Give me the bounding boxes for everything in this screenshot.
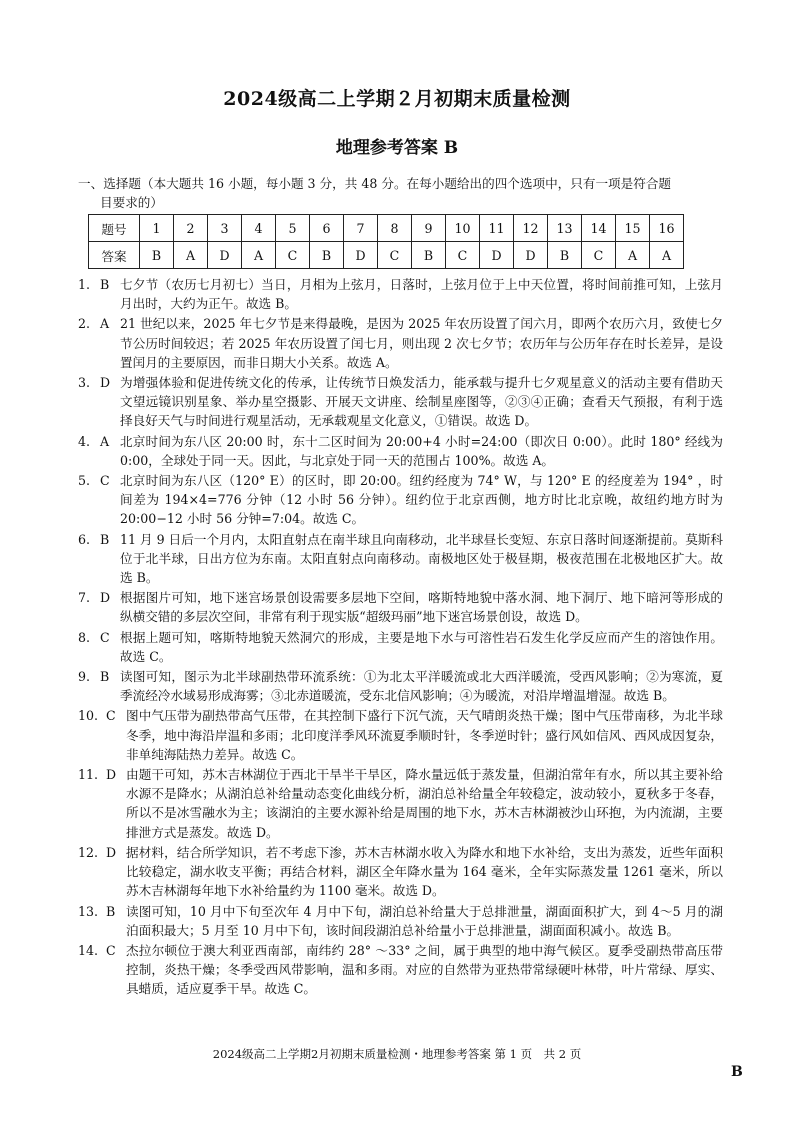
item-text: 11 月 9 日后一个月内，太阳直射点在南半球且向南移动，北半球昼长变短、东京日落时间逐渐提前。莫斯科位于北半球，日出方位为东南。太阳直射点向南移动。南极地区处于极昼期，极夜范围在北极地区扩大。故选 B。: [120, 531, 723, 586]
answer-cell: C: [582, 242, 616, 269]
answer-cell: A: [650, 242, 684, 269]
explanation-item: [78, 706, 723, 764]
answer-cell: B: [310, 242, 344, 269]
explanation-item: [78, 373, 723, 431]
version-mark: B: [731, 1064, 743, 1080]
answer-cell: D: [344, 242, 378, 269]
item-answer: B: [100, 531, 110, 547]
item-text: 据材料，结合所学知识，若不考虑下渗，苏木吉林湖水收入为降水和地下水补给，支出为蒸发，近些年面积比较稳定，湖水收支平衡；再结合材料，湖区全年降水量为 164 毫米，全年实际蒸发量 1261 毫米，所以苏木吉林湖每年地下水补给量约为 1100 毫米。故选 D。: [126, 844, 723, 899]
question-number: 6: [310, 215, 344, 242]
answer-cell: D: [514, 242, 548, 269]
item-text: 读图可知，10 月中下旬至次年 4 月中下旬，湖泊总补给量大于总排泄量，湖面面积扩大，到 4～5 月的湖泊面积最大；5 月至 10 月中下旬，该时间段湖泊总补给量小于总排泄量，湖面面积减小。故选 B。: [126, 903, 723, 938]
explanation-item: [78, 667, 723, 705]
item-answer: C: [106, 942, 116, 958]
question-number: 16: [650, 215, 684, 242]
question-number: 15: [616, 215, 650, 242]
item-number: 6.: [78, 531, 91, 547]
section-heading: [78, 174, 723, 212]
explanation-item: [78, 941, 723, 999]
item-text: 杰拉尔顿位于澳大利亚西南部，南纬约 28° ～33° 之间，属于典型的地中海气候区。夏季受副热带高压带控制，炎热干燥；冬季受西风带影响，温和多雨。对应的自然带为亚热带常绿硬叶林带，叶片常绿、厚实、具蜡质，适应夏季干旱。故选 C。: [126, 942, 723, 997]
item-number: 9.: [78, 669, 91, 685]
item-text: 根据上题可知，喀斯特地貌天然洞穴的形成，主要是地下水与可溶性岩石发生化学反应而产生的溶蚀作用。故选 C。: [120, 629, 723, 664]
answer-cell: D: [480, 242, 514, 269]
answer-cell: D: [208, 242, 242, 269]
item-text: 为增强体验和促进传统文化的传承，让传统节日焕发活力，能承载与提升七夕观星意义的活动主要有借助天文望远镜识别星象、举办星空摄影、开展天文讲座、绘制星座图等，②③④正确；查看天气预报，有利于选择良好天气与时间进行观星活动，无承载观星文化意义，①错误。故选 D。: [120, 375, 723, 429]
item-number: 7.: [78, 590, 91, 606]
explanations-list: [78, 275, 723, 1000]
question-number: 7: [344, 215, 378, 242]
item-answer: A: [100, 316, 110, 332]
item-text: 图中气压带为副热带高气压带，在其控制下盛行下沉气流，天气晴朗炎热干燥；图中气压带南移，为北半球冬季，地中海沿岸温和多雨；北印度洋季风环流夏季顺时针，冬季逆时针；盛行风如信风、西风成因复杂，非单纯海陆热力差异。故选 C。: [126, 708, 723, 762]
question-number: 14: [582, 215, 616, 242]
item-answer: D: [100, 375, 111, 391]
question-number: 10: [446, 215, 480, 242]
question-number: 11: [480, 215, 514, 242]
answer-table-answers-row: [89, 242, 684, 269]
item-answer: C: [106, 708, 116, 724]
question-number: 9: [412, 215, 446, 242]
answer-cell: B: [140, 242, 174, 269]
page-title: 2024级高二上学期２月初期末质量检测: [223, 88, 571, 110]
answer-cell: A: [242, 242, 276, 269]
item-text: 北京时间为东八区（120° E）的区时，即 20:00。纽约经度为 74° W，与 120° E 的经度差为 194° ，时间差为 194×4=776 分钟（12 小时 56 分钟）。纽约位于北京西侧，地方时比北京晚，故纽约地方时为 20:00−12 小时 56 分钟=7:04。故选 C。: [120, 473, 723, 527]
row-label-answer: 答案: [89, 242, 140, 269]
explanation-item: [78, 902, 723, 940]
answer-table: [88, 214, 684, 269]
item-text: 由题干可知，苏木吉林湖位于西北干旱半干旱区，降水量远低于蒸发量，但湖泊常年有水，所以其主要补给水源不是降水；从湖泊总补给量动态变化曲线分析，湖泊总补给量全年较稳定，波动较小，夏秋多于冬春，所以不是冰雪融水为主；该湖泊的主要水源补给是周围的地下水，苏木吉林湖被沙山环抱，为内流湖，主要排泄方式是蒸发。故选 D。: [126, 767, 723, 840]
explanation-item: [78, 275, 723, 313]
question-number: 2: [174, 215, 208, 242]
item-number: 2.: [78, 316, 91, 332]
question-number: 3: [208, 215, 242, 242]
answer-cell: A: [616, 242, 650, 269]
page-subtitle: 地理参考答案 B: [335, 138, 459, 158]
item-answer: B: [100, 277, 110, 292]
item-answer: B: [106, 903, 116, 919]
answer-cell: C: [276, 242, 310, 269]
item-answer: C: [100, 473, 110, 489]
item-number: 11.: [78, 767, 99, 783]
item-answer: D: [100, 590, 111, 606]
explanation-item: [78, 765, 723, 842]
item-answer: D: [106, 844, 117, 860]
explanation-item: [78, 530, 723, 588]
item-number: 1.: [78, 277, 91, 292]
question-number: 5: [276, 215, 310, 242]
item-answer: D: [106, 767, 117, 783]
item-text: 读图可知，图示为北半球副热带环流系统：①为北太平洋暖流或北大西洋暖流，受西风影响；②为寒流，夏季流经冷水域易形成海雾；③北赤道暖流，受东北信风影响；④为暖流，对沿岸增温增湿。故选 B。: [120, 669, 723, 704]
answer-cell: B: [548, 242, 582, 269]
question-number: 12: [514, 215, 548, 242]
item-number: 13.: [78, 903, 99, 919]
page-footer: 2024级高二上学期2月初期末质量检测・地理参考答案 第 1 页 共 2 页: [212, 1047, 582, 1061]
item-number: 3.: [78, 375, 91, 391]
question-number: 13: [548, 215, 582, 242]
row-label-number: 题号: [89, 215, 140, 242]
item-number: 14.: [78, 942, 99, 958]
answer-table-numbers-row: [89, 215, 684, 242]
section-heading-line2: 目要求的）: [100, 195, 163, 210]
item-number: 4.: [78, 433, 91, 449]
item-answer: C: [100, 629, 110, 645]
item-text: 北京时间为东八区 20:00 时，东十二区时间为 20:00+4 小时=24:00（即次日 0:00）。此时 180° 经线为 0:00，全球处于同一天。因此，与北京处于同一天的范围占 100%。故选 A。: [120, 433, 723, 468]
question-number: 4: [242, 215, 276, 242]
question-number: 1: [140, 215, 174, 242]
item-number: 12.: [78, 844, 99, 860]
item-text: 21 世纪以来，2025 年七夕节是来得最晚，是因为 2025 年农历设置了闰六月，即两个农历六月，致使七夕节公历时间较迟；若 2025 年农历设置了闰七月，则出现 2 次七夕节；农历年与公历年存在时长差异，是设置闰月的主要原因，而非日期大小关系。故选 A。: [120, 316, 723, 370]
answer-cell: B: [412, 242, 446, 269]
item-number: 8.: [78, 629, 91, 645]
answer-cell: A: [174, 242, 208, 269]
explanation-item: [78, 843, 723, 901]
explanation-item: [78, 628, 723, 666]
answer-cell: C: [378, 242, 412, 269]
explanation-item: [78, 314, 723, 372]
question-number: 8: [378, 215, 412, 242]
item-number: 10.: [78, 708, 99, 724]
explanation-item: [78, 471, 723, 529]
item-number: 5.: [78, 473, 91, 489]
section-heading-line1: 一、选择题（本大题共 16 小题，每小题 3 分，共 48 分。在每小题给出的四个选项中，只有一项是符合题: [78, 176, 672, 191]
item-text: 七夕节（农历七月初七）当日，月相为上弦月，日落时，上弦月位于上中天位置，将时间前推可知，上弦月月出时，大约为正午。故选 B。: [120, 277, 723, 312]
explanation-item: [78, 588, 723, 626]
answer-cell: C: [446, 242, 480, 269]
item-answer: A: [100, 433, 110, 449]
explanation-item: [78, 432, 723, 470]
item-answer: B: [100, 669, 110, 685]
item-text: 根据图片可知，地下迷宫场景创设需要多层地下空间，喀斯特地貌中落水洞、地下洞厅、地下暗河等形成的纵横交错的多层次空间，非常有利于现实版“超级玛丽”地下迷宫场景创设，故选 D。: [120, 590, 723, 625]
